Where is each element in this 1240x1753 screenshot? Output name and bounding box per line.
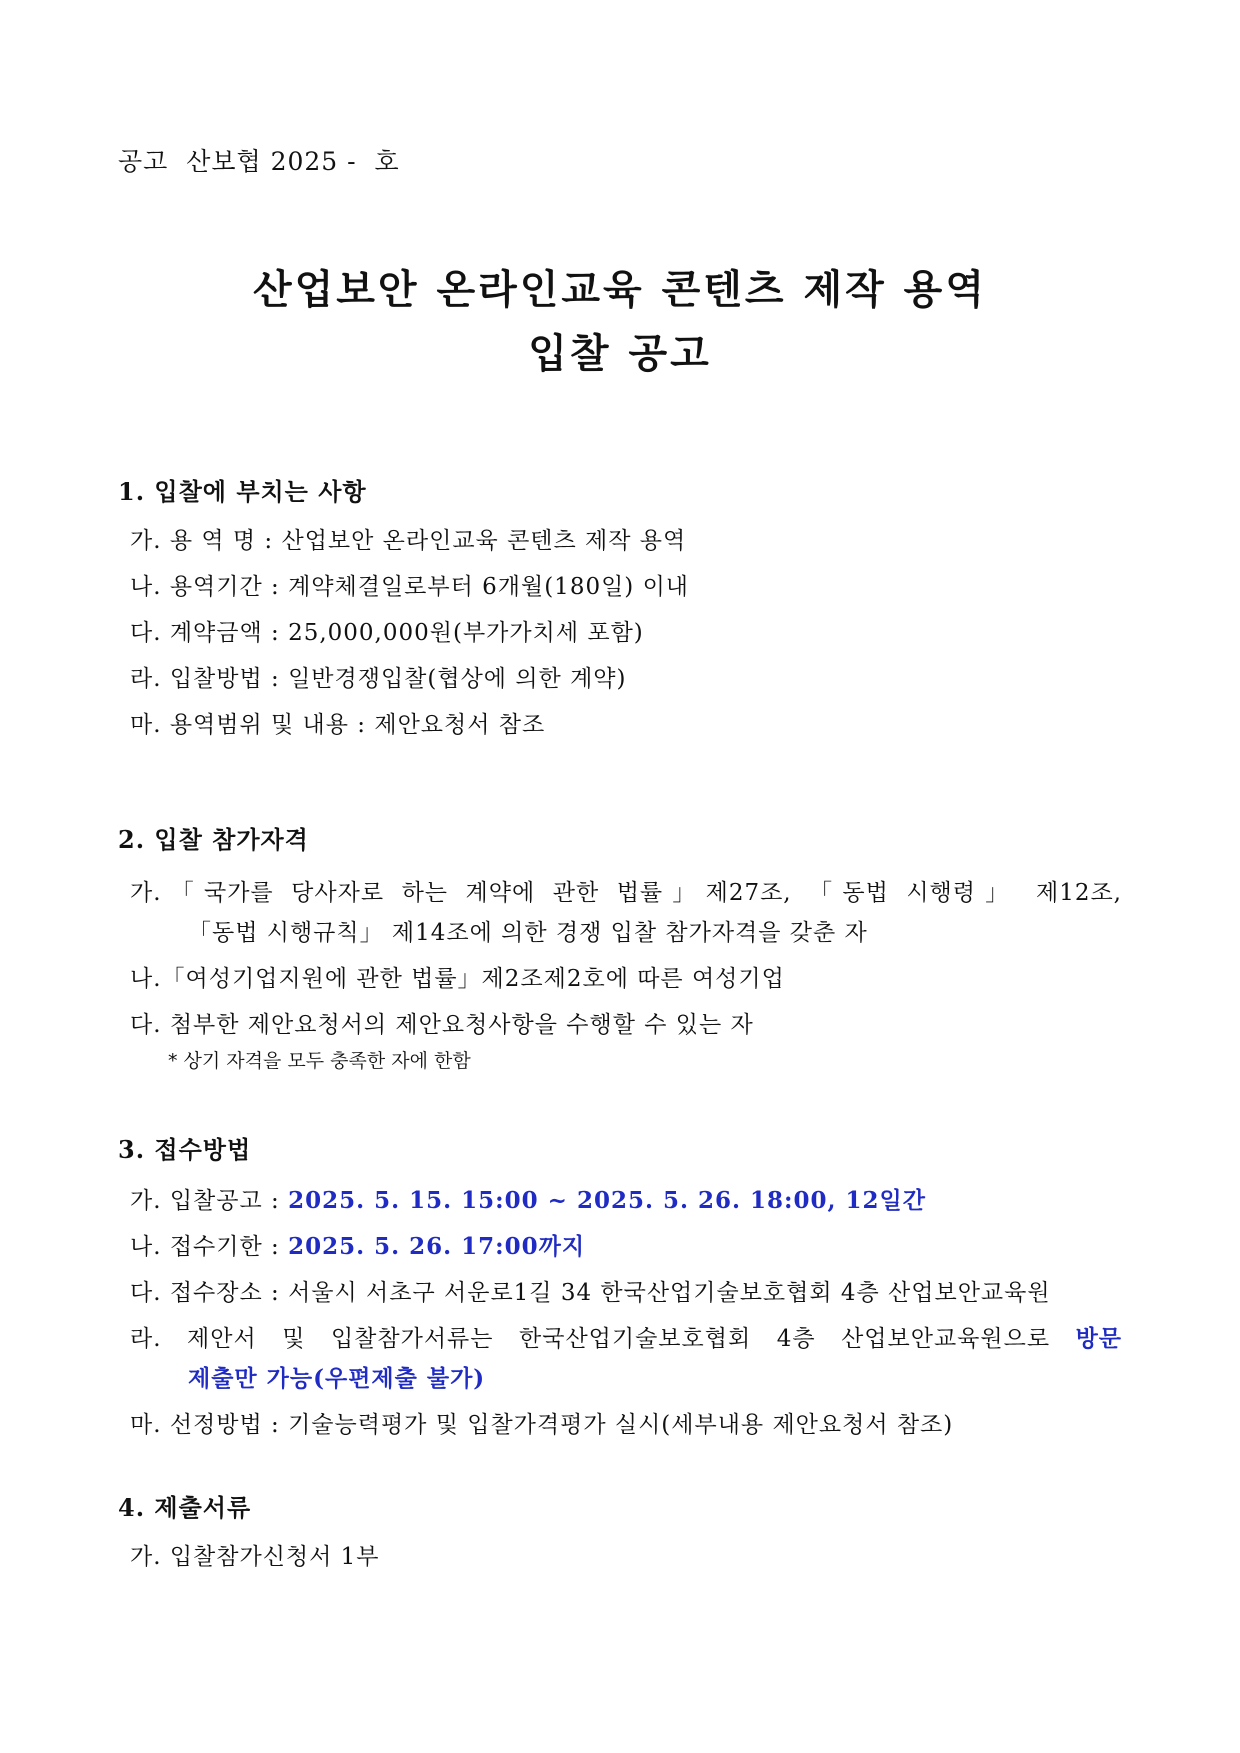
section2-item-na: 나.「여성기업지원에 관한 법률」제2조제2호에 따른 여성기업	[130, 966, 785, 992]
section1-item-ma: 마. 용역범위 및 내용 : 제안요청서 참조	[130, 712, 546, 738]
section1-item-ra: 라. 입찰방법 : 일반경쟁입찰(협상에 의한 계약)	[130, 666, 627, 692]
section3-item-ra-line1	[130, 1320, 1122, 1353]
bid-period-value: 2025. 5. 15. 15:00 ~ 2025. 5. 26. 18:00, 12일간	[288, 1187, 926, 1214]
section4-item-ga: 가. 입찰참가신청서 1부	[130, 1544, 380, 1570]
section3-item-da: 다. 접수장소 : 서울시 서초구 서운로1길 34 한국산업기술보호협회 4층 산업보안교육원	[130, 1280, 1051, 1306]
section2-note: * 상기 자격을 모두 충족한 자에 한함	[168, 1050, 471, 1072]
section3-item-na	[130, 1228, 585, 1261]
section3-heading: 3. 접수방법	[118, 1135, 252, 1164]
document-title-line1: 산업보안 온라인교육 콘텐츠 제작 용역	[253, 266, 987, 313]
section4-heading: 4. 제출서류	[118, 1493, 252, 1522]
section1-item-da: 다. 계약금액 : 25,000,000원(부가가치세 포함)	[130, 620, 644, 646]
section3-item-ma: 마. 선정방법 : 기술능력평가 및 입찰가격평가 실시(세부내용 제안요청서 참조)	[130, 1412, 954, 1438]
section1-heading: 1. 입찰에 부치는 사항	[118, 477, 367, 506]
section2-item-ga-line1: 가.「국가를 당사자로 하는 계약에 관한 법률」제27조, 「동법 시행령」 제12조,	[130, 880, 1122, 906]
section3-item-na-label: 나. 접수기한 :	[130, 1234, 289, 1260]
section1-item-na: 나. 용역기간 : 계약체결일로부터 6개월(180일) 이내	[130, 574, 690, 600]
document-title-line2: 입찰 공고	[528, 330, 712, 377]
section3-item-ra-highlight1: 방문	[1075, 1325, 1123, 1352]
section3-item-ra-text: 라. 제안서 및 입찰참가서류는 한국산업기술보호협회 4층 산업보안교육원으로	[130, 1326, 1051, 1352]
section3-item-ga	[130, 1182, 926, 1215]
deadline-value: 2025. 5. 26. 17:00까지	[288, 1233, 586, 1260]
section1-item-ga: 가. 용 역 명 : 산업보안 온라인교육 콘텐츠 제작 용역	[130, 528, 687, 554]
section2-heading: 2. 입찰 참가자격	[118, 825, 309, 854]
section2-item-da: 다. 첨부한 제안요청서의 제안요청사항을 수행할 수 있는 자	[130, 1012, 754, 1038]
section2-item-ga-line2: 「동법 시행규칙」 제14조에 의한 경쟁 입찰 참가자격을 갖춘 자	[188, 920, 868, 946]
section3-item-ra-line2: 제출만 가능(우편제출 불가)	[188, 1365, 486, 1392]
section3-item-ga-label: 가. 입찰공고 :	[130, 1188, 289, 1214]
notice-number: 공고 산보협 2025 - 호	[118, 147, 400, 176]
